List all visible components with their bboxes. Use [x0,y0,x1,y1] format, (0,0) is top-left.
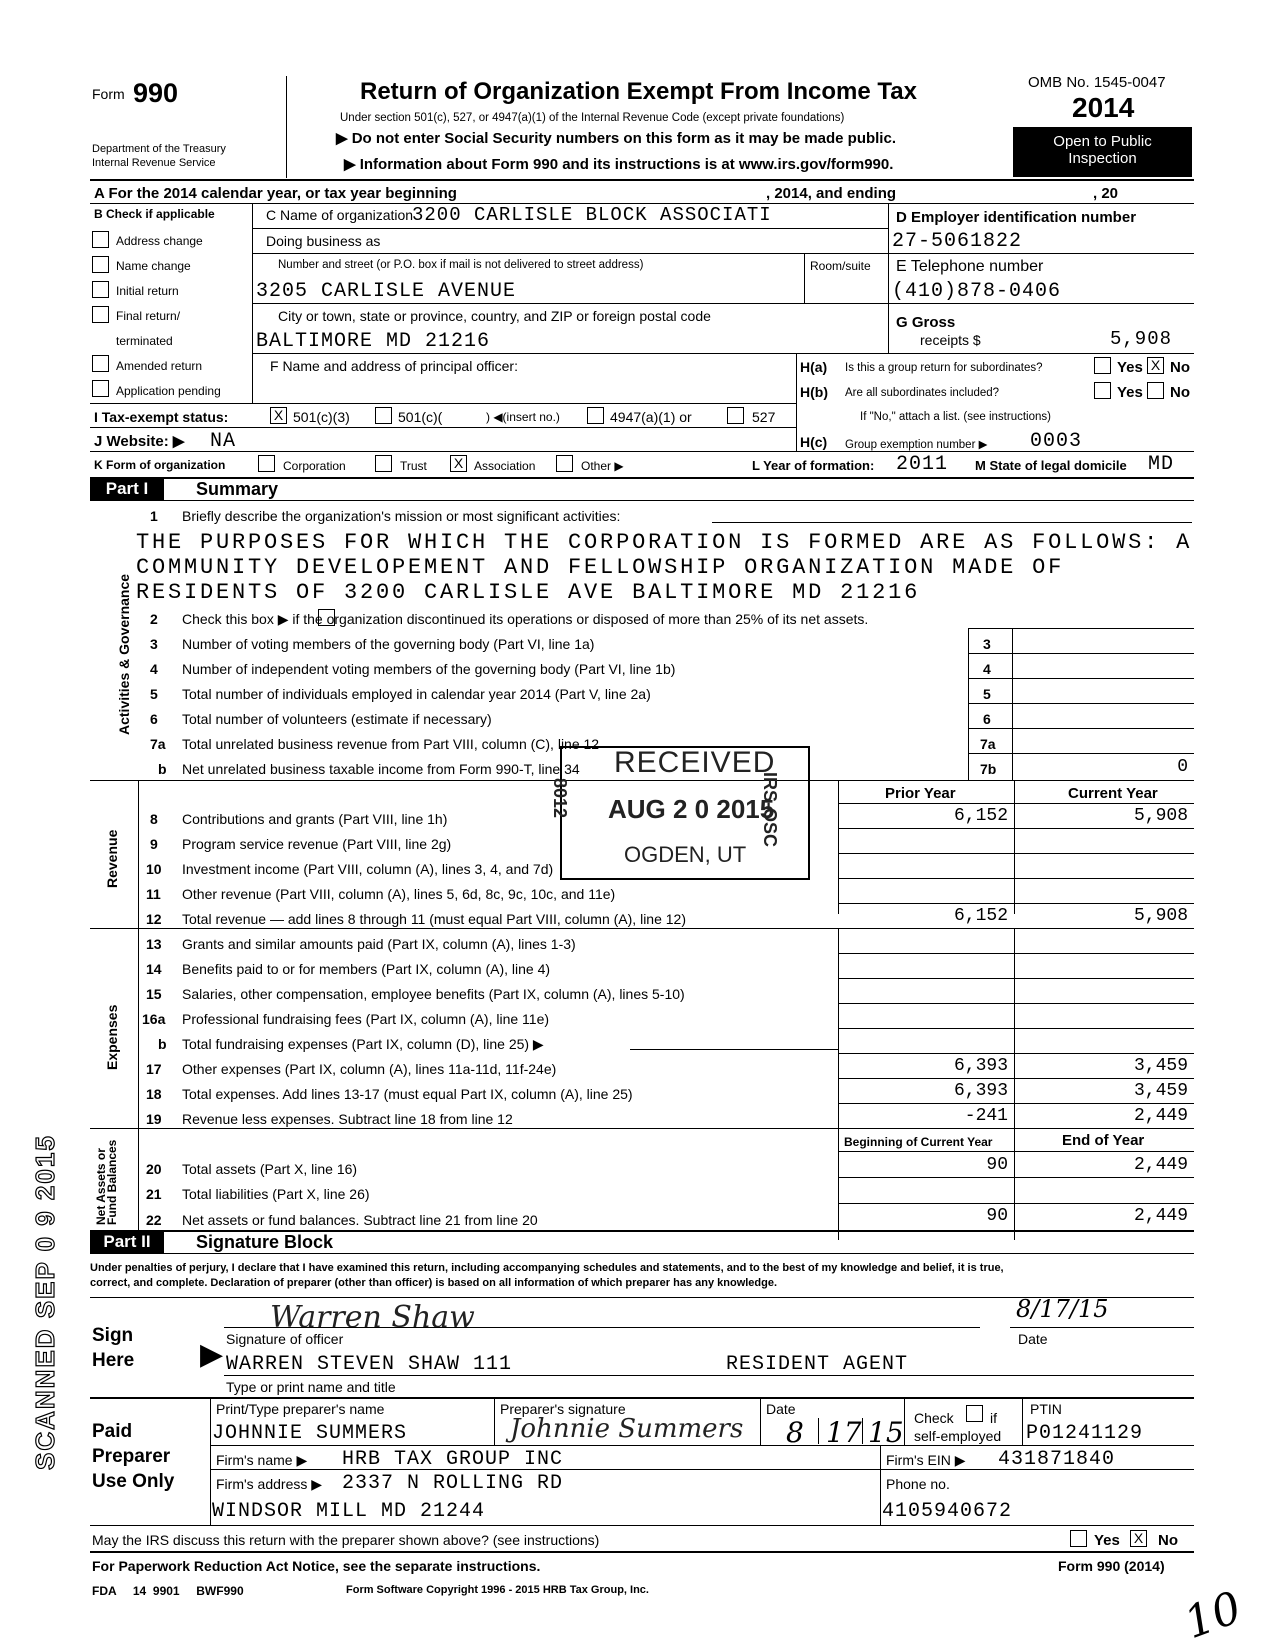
line-18-current: 3,459 [1133,1081,1188,1101]
line-9-number: 9 [150,836,158,852]
discontinued-checkbox[interactable] [318,609,335,626]
firm-ein-label: Firm's EIN ▶ [886,1452,966,1468]
line-19-current: 2,449 [1133,1106,1188,1126]
line-7a-box: 7a [980,736,996,752]
street-label: Number and street (or P.O. box if mail is not delivered to street address) [278,259,644,271]
received-stamp-title: RECEIVED [614,746,776,779]
line-8-current: 5,908 [1133,806,1188,826]
4947-checkbox[interactable] [587,407,604,424]
street-value: 3205 CARLISLE AVENUE [256,280,517,303]
line-14-text: Benefits paid to or for members (Part IX, column (A), line 4) [182,961,551,977]
omb-number: OMB No. 1545-0047 [1028,74,1166,91]
tax-year: 2014 [1072,92,1135,123]
hb-no-checkbox[interactable] [1147,382,1164,399]
line-12-current: 5,908 [1133,906,1188,926]
association-label: Association [474,459,536,473]
sign-arrow-icon: ▶ [200,1338,224,1371]
line-20-begin: 90 [986,1155,1008,1175]
line-a-mid: , 2014, and ending [766,185,897,202]
city-value: BALTIMORE MD 21216 [256,330,491,353]
net-assets-side-label: Net Assets or Fund Balances [94,1139,119,1225]
ha-no-label: No [1170,359,1190,376]
domicile-value: MD [1148,453,1175,476]
use-only-label: Use Only [92,1471,175,1492]
paid-label: Paid [92,1421,133,1442]
line-5-box: 5 [983,686,991,702]
address-change-label: Address change [116,234,203,248]
hb-yes-checkbox[interactable] [1094,382,1111,399]
initial-return-checkbox[interactable] [92,281,109,298]
group-exemption-value: 0003 [1030,430,1083,453]
line-4-text: Number of independent voting members of the governing body (Part VI, line 1b) [182,661,676,677]
hc-label: H(c) [800,434,828,450]
officer-signature: Warren Shaw [270,1300,475,1335]
year-formation-value: 2011 [896,453,949,476]
line-22-number: 22 [146,1212,162,1228]
website-label: J Website: ▶ [94,433,185,450]
perjury-line-1: Under penalties of perjury, I declare that I have examined this return, including accompanying schedules and statements, and to the best of my knowledge and belief, it is true, [90,1262,1004,1274]
here-label: Here [92,1350,135,1371]
firm-name-value: HRB TAX GROUP INC [342,1448,564,1471]
line-18-prior: 6,393 [953,1081,1008,1101]
signature-date: 8/17/15 [1016,1295,1109,1323]
received-stamp [550,746,810,880]
line-20-number: 20 [146,1161,162,1177]
ha-no-checkbox[interactable]: X [1147,357,1164,374]
received-stamp-date: AUG 2 0 2015 [608,794,775,824]
line-1-text: Briefly describe the organization's mission or most significant activities: [182,508,621,524]
firm-phone-value: 4105940672 [882,1500,1013,1523]
hb-no-label: No [1170,384,1190,401]
ptin-value: P01241129 [1026,1422,1144,1445]
line-3-box: 3 [983,636,991,652]
revenue-side-label: Revenue [104,829,120,888]
form-reference: Form 990 (2014) [1058,1558,1165,1574]
hc-text: Group exemption number ▶ [845,439,988,451]
perjury-line-2: correct, and complete. Declaration of preparer (other than officer) is based on all information of which preparer has any knowledge. [90,1277,778,1289]
line-5-number: 5 [150,686,158,702]
line-21-text: Total liabilities (Part X, line 26) [182,1186,370,1202]
gross-receipts-value: 5,908 [1110,328,1173,350]
col-end-year: End of Year [1062,1132,1145,1149]
line-10-text: Investment income (Part VIII, column (A), lines 3, 4, and 7d) [182,861,554,877]
line-7b-text: Net unrelated business taxable income from Form 990-T, line 34 [182,761,580,777]
amended-return-label: Amended return [116,359,203,373]
date-label: Date [1018,1331,1048,1347]
col-current-year: Current Year [1068,785,1158,802]
paperwork-notice: For Paperwork Reduction Act Notice, see the separate instructions. [92,1558,541,1574]
firm-address-label: Firm's address ▶ [216,1476,323,1492]
form-subtitle: Under section 501(c), 527, or 4947(a)(1) of the Internal Revenue Code (except private foundations) [340,112,845,124]
line-17-number: 17 [146,1061,162,1077]
officer-name: WARREN STEVEN SHAW 111 [226,1353,513,1376]
preparer-date-label: Date [766,1401,796,1417]
association-checkbox[interactable]: X [450,455,467,472]
address-change-checkbox[interactable] [92,231,109,248]
line-8-prior: 6,152 [953,806,1008,826]
line-19-prior: -241 [964,1106,1008,1126]
mission-line-3: RESIDENTS OF 3200 CARLISLE AVE BALTIMORE MD 21216 [136,580,921,605]
form-title: Return of Organization Exempt From Income Tax [360,78,917,105]
line-11-number: 11 [146,886,161,902]
part1-tag: Part I [90,478,164,500]
expenses-side-label: Expenses [104,1004,120,1070]
trust-label: Trust [400,459,427,473]
501c-checkbox[interactable] [375,407,392,424]
line-16b-text: Total fundraising expenses (Part IX, column (D), line 25) ▶ [182,1036,544,1052]
501c-label: 501(c)( [398,409,443,425]
line-16b-number: b [158,1036,167,1052]
preparer-signature: Johnnie Summers [510,1414,744,1444]
hb-yes-label: Yes [1117,384,1143,401]
room-suite-label: Room/suite [810,259,871,273]
line-a-label: A For the 2014 calendar year, or tax year beginning [94,185,457,202]
line-14-number: 14 [146,961,162,977]
type-name-title-label: Type or print name and title [226,1379,396,1395]
org-name-label: C Name of organization [266,207,414,223]
line-17-current: 3,459 [1133,1056,1188,1076]
line-18-text: Total expenses. Add lines 13-17 (must equal Part IX, column (A), line 25) [182,1086,633,1102]
part1-title: Summary [196,479,279,499]
inspection-text: Inspection [1068,150,1137,167]
part2-title: Signature Block [196,1232,334,1252]
name-change-label: Name change [116,259,191,273]
discuss-question: May the IRS discuss this return with the preparer shown above? (see instructions) [92,1532,600,1548]
domicile-label: M State of legal domicile [975,458,1127,473]
ein-label: D Employer identification number [896,209,1137,226]
line-21-number: 21 [146,1186,162,1202]
ssn-warning: ▶ Do not enter Social Security numbers on this form as it may be made public. [336,130,896,147]
line-4-box: 4 [983,661,991,677]
line-9-text: Program service revenue (Part VIII, line 2g) [182,836,452,852]
line-11-text: Other revenue (Part VIII, column (A), lines 5, 6d, 8c, 9c, 10c, and 11e) [182,886,616,902]
final-return-label: Final return/ [116,309,181,323]
hb-note: If "No," attach a list. (see instructions) [860,411,1051,423]
line-8-text: Contributions and grants (Part VIII, line 1h) [182,811,448,827]
form-word: Form [92,86,125,102]
line-12-prior: 6,152 [953,906,1008,926]
corporation-checkbox[interactable] [258,455,275,472]
open-to-public-text: Open to Public [1053,133,1152,150]
line-12-number: 12 [146,911,162,927]
501c3-checkbox[interactable]: X [270,407,287,424]
discuss-no-checkbox[interactable]: X [1130,1530,1147,1547]
line-1-number: 1 [150,508,158,524]
gross-receipts-label: receipts $ [920,332,981,348]
line-8-number: 8 [150,811,158,827]
line-10-number: 10 [146,861,162,877]
hb-question: Are all subordinates included? [845,387,1000,399]
line-i-label: I Tax-exempt status: [94,409,229,425]
dept-irs: Internal Revenue Service [92,157,216,169]
line-3-text: Number of voting members of the governing body (Part VI, line 1a) [182,636,595,652]
software-copyright: Form Software Copyright 1996 - 2015 HRB Tax Group, Inc. [346,1584,649,1596]
discuss-yes-label: Yes [1094,1532,1120,1549]
principal-officer-label: F Name and address of principal officer: [270,358,518,374]
line-22-end: 2,449 [1133,1206,1188,1226]
line-16a-number: 16a [142,1011,166,1027]
other-checkbox[interactable] [556,455,573,472]
line-20-text: Total assets (Part X, line 16) [182,1161,358,1177]
line-17-prior: 6,393 [953,1056,1008,1076]
b-title: B Check if applicable [94,207,215,221]
dept-treasury: Department of the Treasury [92,143,226,155]
amended-return-checkbox[interactable] [92,355,109,372]
4947-label: 4947(a)(1) or [610,409,692,425]
trust-checkbox[interactable] [375,455,392,472]
line-22-begin: 90 [986,1206,1008,1226]
other-label: Other ▶ [581,459,624,473]
501c3-label: 501(c)(3) [293,409,350,425]
line-22-text: Net assets or fund balances. Subtract line 21 from line 20 [182,1212,538,1228]
sign-label: Sign [92,1325,134,1346]
received-stamp-code: 8012 [550,778,570,819]
mission-line-2: COMMUNITY DEVELOPEMENT AND FELLOWSHIP ORGANIZATION MADE OF [136,555,1065,580]
website-value: NA [210,430,237,453]
year-formation-label: L Year of formation: [752,458,875,473]
527-checkbox[interactable] [727,407,744,424]
line-17-text: Other expenses (Part IX, column (A), lines 11a-11d, 11f-24e) [182,1061,557,1077]
gross-label: G Gross [896,314,956,331]
org-name-value: 3200 CARLISLE BLOCK ASSOCIATI [412,204,772,226]
line-13-number: 13 [146,936,162,952]
line-15-text: Salaries, other compensation, employee benefits (Part IX, column (A), lines 5-10) [182,986,685,1002]
ha-question: Is this a group return for subordinates? [845,362,1043,374]
ptin-label: PTIN [1030,1401,1062,1417]
col-prior-year: Prior Year [885,785,956,802]
footer-codes: FDA 14 9901 BWF990 [92,1584,244,1598]
signature-label: Signature of officer [226,1331,344,1347]
self-employed-checkbox[interactable] [966,1405,983,1422]
line-4-number: 4 [150,661,158,677]
line-7a-text: Total unrelated business revenue from Part VIII, column (C), line 12 [182,736,600,752]
name-change-checkbox[interactable] [92,256,109,273]
preparer-name-value: JOHNNIE SUMMERS [212,1422,408,1445]
ein-value: 27-5061822 [892,230,1023,253]
terminated-label: terminated [116,334,173,348]
line-6-box: 6 [983,711,991,727]
line-6-number: 6 [150,711,158,727]
line-2-number: 2 [150,611,158,627]
line-k-label: K Form of organization [94,458,226,472]
phone-value: (410)878-0406 [892,280,1062,303]
initial-return-label: Initial return [116,284,179,298]
line-7b-number: b [158,761,167,777]
received-stamp-irs-osc: IRS-OSC [760,772,780,848]
application-pending-checkbox[interactable] [92,380,109,397]
firm-name-label: Firm's name ▶ [216,1452,308,1468]
preparer-signature-label: Preparer's signature [500,1401,626,1417]
preparer-name-label: Print/Type preparer's name [216,1401,385,1417]
phone-no-label: Phone no. [886,1476,950,1492]
line-2-text: Check this box ▶ if the organization discontinued its operations or disposed of more than 25% of its net assets. [182,611,869,627]
527-label: 527 [752,409,776,425]
part2-tag: Part II [90,1231,164,1253]
mission-line-1: THE PURPOSES FOR WHICH THE CORPORATION IS FORMED ARE AS FOLLOWS: A [136,530,1193,555]
preparer-date-day: 17 [826,1416,862,1449]
handwritten-mark: 10 [1177,1581,1249,1649]
discuss-no-label: No [1158,1532,1178,1549]
line-7b-value: 0 [1177,757,1188,777]
line-20-end: 2,449 [1133,1155,1188,1175]
open-to-public-box [1013,127,1192,177]
phone-label: E Telephone number [896,258,1044,275]
activities-governance-side-label: Activities & Governance [116,573,132,735]
form-info-line: ▶ Information about Form 990 and its instructions is at www.irs.gov/form990. [344,156,894,173]
line-15-number: 15 [146,986,162,1002]
line-18-number: 18 [146,1086,162,1102]
hb-label: H(b) [800,384,828,400]
discuss-yes-checkbox[interactable] [1070,1530,1087,1547]
officer-title: RESIDENT AGENT [726,1353,909,1376]
ha-yes-checkbox[interactable] [1094,357,1111,374]
received-stamp-location: OGDEN, UT [624,842,747,867]
dba-label: Doing business as [266,233,381,249]
preparer-label: Preparer [92,1446,171,1467]
line-6-text: Total number of volunteers (estimate if necessary) [182,711,492,727]
form-number: 990 [133,78,179,108]
self-employed-label: self-employed [914,1428,1002,1444]
city-label: City or town, state or province, country, and ZIP or foreign postal code [278,308,711,324]
firm-ein-value: 431871840 [998,1448,1116,1471]
corporation-label: Corporation [283,459,346,473]
scanned-stamp: SCANNED SEP 0 9 2015 [30,1134,60,1470]
ha-yes-label: Yes [1117,359,1143,376]
line-19-text: Revenue less expenses. Subtract line 18 from line 12 [182,1111,513,1127]
line-13-text: Grants and similar amounts paid (Part IX, column (A), lines 1-3) [182,936,576,952]
preparer-date-month: 8 [786,1416,804,1449]
line-16a-text: Professional fundraising fees (Part IX, column (A), line 11e) [182,1011,550,1027]
line-3-number: 3 [150,636,158,652]
line-19-number: 19 [146,1111,162,1127]
line-5-text: Total number of individuals employed in calendar year 2014 (Part V, line 2a) [182,686,651,702]
line-12-text: Total revenue — add lines 8 through 11 (must equal Part VIII, column (A), line 12) [182,911,686,927]
line-a-end: , 20 [1093,185,1119,202]
final-return-checkbox[interactable] [92,306,109,323]
ha-label: H(a) [800,359,828,375]
check-label: Check [914,1410,954,1426]
firm-city-value: WINDSOR MILL MD 21244 [212,1500,486,1523]
if-label: if [990,1410,997,1426]
col-begin-year: Beginning of Current Year [844,1135,993,1149]
firm-address-value: 2337 N ROLLING RD [342,1472,564,1495]
preparer-date-year: 15 [868,1416,904,1449]
insert-no-label: ) ◀(insert no.) [486,410,560,424]
application-pending-label: Application pending [116,384,221,398]
line-7a-number: 7a [150,736,166,752]
line-7b-box: 7b [980,761,997,777]
